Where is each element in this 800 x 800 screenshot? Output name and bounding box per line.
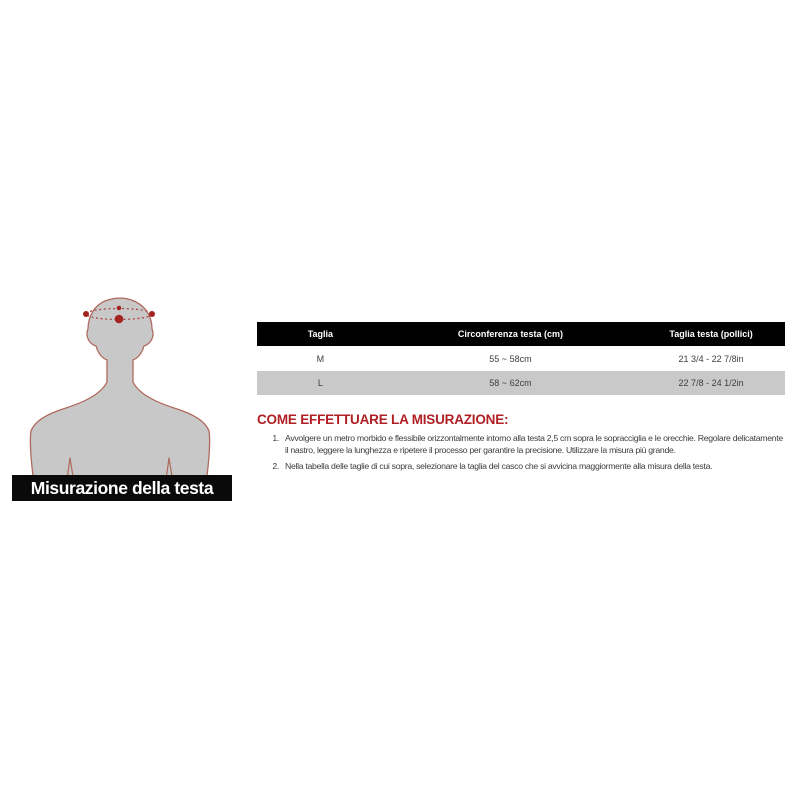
size-row-m [257, 346, 785, 371]
instructions-list [257, 432, 787, 472]
measure-point-top [117, 306, 122, 311]
instruction-item [265, 432, 787, 457]
size-row-l [257, 371, 785, 395]
instructions-heading: COME EFFETTUARE LA MISURAZIONE: [257, 412, 509, 427]
cell-cm-m: 55 ~ 58cm [489, 353, 532, 364]
instruction-item [265, 460, 787, 472]
cell-inches-l: 22 7/8 - 24 1/2in [637, 371, 785, 395]
size-chart-table [257, 322, 785, 395]
sizing-content [257, 322, 787, 472]
instruction-text: Avvolgere un metro morbido e flessibile orizzontalmente intorno alla testa 2,5 cm sopra le sopracciglia e le orecchie. Regolare delicatamente il nastro, leggere la lunghezza e ripetere il processo per garantire la precisione. Utilizzare la misura più grande. [285, 433, 783, 456]
body-silhouette [30, 298, 209, 501]
size-table-header-row [257, 322, 785, 346]
body-silhouette-illustration [12, 285, 232, 501]
cell-inches-m: 21 3/4 - 22 7/8in [678, 353, 744, 364]
col-header-size-inches: Taglia testa (pollici) [637, 322, 785, 346]
instruction-number: 2. [272, 460, 279, 471]
measure-point-left [83, 311, 89, 317]
measure-point-front [115, 315, 124, 324]
figure-caption: Misurazione della testa [12, 475, 232, 501]
cell-size-l: L [257, 371, 384, 395]
measure-point-right [149, 311, 155, 317]
col-header-size: Taglia [257, 322, 384, 346]
head-measurement-figure [12, 285, 232, 501]
col-header-circumference-cm: Circonferenza testa (cm) [384, 322, 637, 346]
instruction-text: Nella tabella delle taglie di cui sopra, selezionare la taglia del casco che si avvicina maggiormente alla misura della testa. [285, 460, 713, 471]
cell-cm-l: 58 ~ 62cm [384, 371, 637, 395]
instruction-number: 1. [272, 433, 279, 443]
cell-size-m: M [316, 353, 325, 364]
